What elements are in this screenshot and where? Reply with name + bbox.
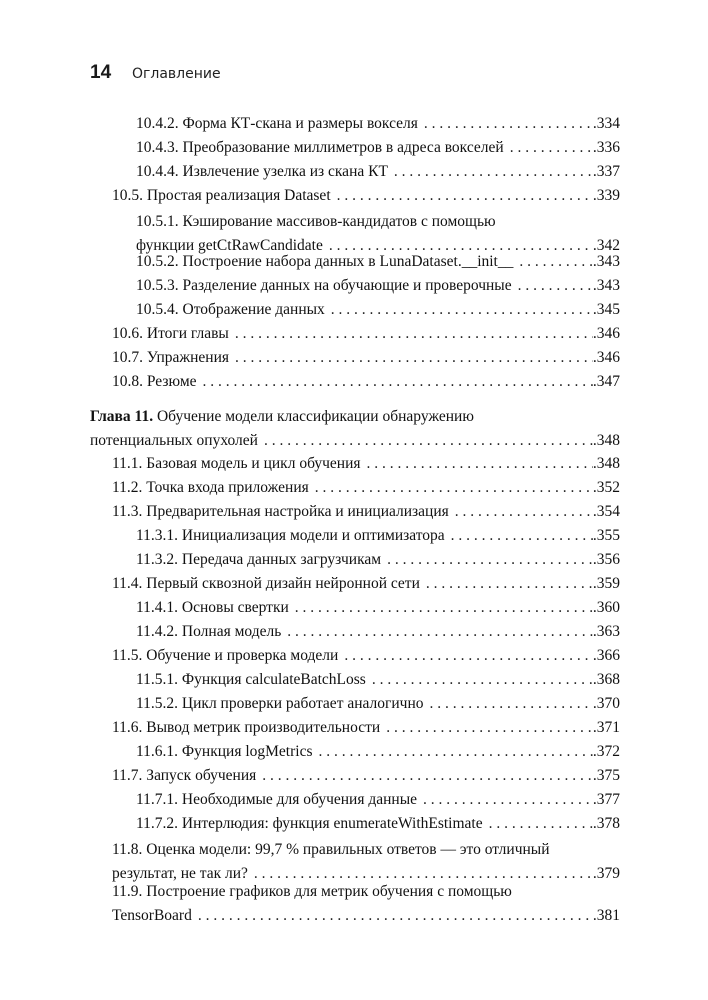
toc-entry-title: 10.8. Резюме: [112, 373, 197, 390]
toc-entry-page: .370: [592, 695, 620, 712]
toc-entry-title: 11.4.2. Полная модель: [136, 623, 282, 640]
dot-leader: [192, 904, 593, 928]
toc-entry[interactable]: [112, 838, 620, 886]
toc-entry-page: .363: [592, 623, 620, 640]
dot-leader: [361, 452, 593, 476]
toc-entry[interactable]: [112, 716, 620, 740]
toc-entry[interactable]: [136, 298, 620, 322]
toc-entry-page: .347: [592, 373, 620, 390]
dot-leader: [366, 668, 593, 692]
toc-entry[interactable]: [136, 160, 620, 184]
toc-entry-title: результат, не так ли?: [112, 865, 248, 882]
toc-entry-title-line1: 11.8. Оценка модели: 99,7 % правильных ответов — это отличный: [112, 841, 550, 858]
toc-entry-page: .355: [592, 527, 620, 544]
toc-entry-title: 11.7.1. Необходимые для обучения данные: [136, 791, 418, 808]
toc-entry-page: .359: [592, 575, 620, 592]
toc-entry[interactable]: [112, 644, 620, 668]
toc-entry-title: 11.2. Точка входа приложения: [112, 479, 309, 496]
dot-leader: [512, 274, 593, 298]
toc-entry-page: .346: [592, 349, 620, 366]
dot-leader: [388, 160, 593, 184]
toc-entry[interactable]: [136, 524, 620, 548]
toc-entry-title: 10.4.2. Форма КТ-скана и размеры вокселя: [136, 115, 418, 132]
toc-entry-title: 11.3.2. Передача данных загрузчикам: [136, 551, 382, 568]
toc-entry-title-line1: 11.9. Построение графиков для метрик обучения с помощью: [112, 883, 512, 900]
dot-leader: [424, 692, 593, 716]
toc-entry-page: .352: [592, 479, 620, 496]
dot-leader: [281, 620, 593, 644]
toc-entry-title: 10.4.4. Извлечение узелка из скана КТ: [136, 163, 388, 180]
dot-leader: [229, 346, 593, 370]
toc-entry-title: 11.4.1. Основы свертки: [136, 599, 289, 616]
toc-entry[interactable]: [136, 274, 620, 298]
toc-entry[interactable]: [136, 812, 620, 836]
toc-entry-title: 10.5. Простая реализация Dataset: [112, 187, 331, 204]
toc-entry-page: .337: [592, 163, 620, 180]
toc-entry[interactable]: [112, 370, 620, 394]
toc-entry-page: .354: [592, 503, 620, 520]
dot-leader: [289, 596, 593, 620]
toc-entry[interactable]: [112, 764, 620, 788]
toc-entry-page: .343: [592, 277, 620, 294]
toc-entry-page: .346: [592, 325, 620, 342]
toc-entry-page: .345: [592, 301, 620, 318]
toc-entry-page: .342: [592, 237, 620, 254]
dot-leader: [381, 548, 593, 572]
toc-entry-page: .339: [592, 187, 620, 204]
toc-entry-title-line1: 10.5.1. Кэширование массивов-кандидатов с помощью: [136, 213, 496, 230]
dot-leader: [420, 572, 593, 596]
toc-entry-title: функции getCtRawCandidate: [136, 237, 323, 254]
running-header: [90, 62, 221, 88]
toc-entry-title: 11.5.2. Цикл проверки работает аналогично: [136, 695, 424, 712]
dot-leader: [449, 500, 593, 524]
toc-entry[interactable]: [136, 548, 620, 572]
toc-entry-page: .375: [592, 767, 620, 784]
dot-leader: [229, 322, 593, 346]
toc-entry-page: .336: [592, 139, 620, 156]
toc-entry[interactable]: [112, 346, 620, 370]
toc-entry-page: .356: [592, 551, 620, 568]
dot-leader: [483, 812, 593, 836]
toc-entry-title: 10.4.3. Преобразование миллиметров в адреса вокселей: [136, 139, 504, 156]
dot-leader: [331, 184, 593, 208]
toc-entry-title: TensorBoard: [112, 907, 192, 924]
toc-entry-title: 11.1. Базовая модель и цикл обучения: [112, 455, 361, 472]
toc-entry-page: .360: [592, 599, 620, 616]
dot-leader: [309, 476, 593, 500]
dot-leader: [338, 644, 593, 668]
dot-leader: [313, 740, 593, 764]
toc-entry-page: .366: [592, 647, 620, 664]
toc-entry[interactable]: [112, 184, 620, 208]
dot-leader: [256, 764, 593, 788]
toc-entry-title: 11.7.2. Интерлюдия: функция enumerateWithEstimate: [136, 815, 483, 832]
dot-leader: [504, 136, 593, 160]
toc-entry-page: .343: [592, 253, 620, 270]
toc-entry[interactable]: [136, 112, 620, 136]
toc-entry[interactable]: [136, 136, 620, 160]
toc-entry-title: 11.3.1. Инициализация модели и оптимизатора: [136, 527, 445, 544]
toc-entry-page: .368: [592, 671, 620, 688]
toc-entry-title: 10.6. Итоги главы: [112, 325, 229, 342]
toc-entry-title: 11.4. Первый сквозной дизайн нейронной сети: [112, 575, 420, 592]
dot-leader: [417, 788, 593, 812]
toc-entry-title: потенциальных опухолей: [90, 432, 258, 449]
toc-entry[interactable]: [136, 668, 620, 692]
dot-leader: [197, 370, 593, 394]
toc-entry-page: .378: [592, 815, 620, 832]
toc-entry-title: 11.5.1. Функция calculateBatchLoss: [136, 671, 366, 688]
toc-entry[interactable]: [136, 692, 620, 716]
dot-leader: [380, 716, 593, 740]
toc-entry-title: 11.7. Запуск обучения: [112, 767, 257, 784]
toc-entry-title: 10.5.3. Разделение данных на обучающие и проверочные: [136, 277, 512, 294]
toc-entry[interactable]: [136, 740, 620, 764]
dot-leader: [258, 429, 593, 453]
toc-entry-title-line1: Обучение модели классификации обнаружению: [153, 408, 474, 425]
toc-entry-page: .381: [592, 907, 620, 924]
dot-leader: [418, 112, 593, 136]
toc-entry-title: 11.5. Обучение и проверка модели: [112, 647, 339, 664]
toc-entry-page: .372: [592, 743, 620, 760]
toc-entry-title: 10.5.4. Отображение данных: [136, 301, 325, 318]
toc-entry[interactable]: [112, 572, 620, 596]
dot-leader: [445, 524, 593, 548]
dot-leader: [513, 250, 593, 274]
toc-entry[interactable]: [136, 788, 620, 812]
toc-entry-title: 10.7. Упражнения: [112, 349, 230, 366]
toc-entry-page: .379: [592, 865, 620, 882]
toc-entry-title: 11.3. Предварительная настройка и инициализация: [112, 503, 449, 520]
toc-entry[interactable]: [112, 452, 620, 476]
toc-entry[interactable]: [112, 500, 620, 524]
toc-chapter-entry[interactable]: [90, 405, 620, 453]
toc-entry-page: .348: [592, 432, 620, 449]
toc-entry[interactable]: [136, 620, 620, 644]
dot-leader: [325, 298, 593, 322]
toc-entry[interactable]: [136, 596, 620, 620]
toc-entry-title: 11.6. Вывод метрик производительности: [112, 719, 381, 736]
toc-entry-page: .334: [592, 115, 620, 132]
toc-entry[interactable]: [112, 880, 620, 928]
page-title: Оглавление: [132, 66, 221, 82]
toc-entry-page: .371: [592, 719, 620, 736]
toc-entry-title: 10.5.2. Построение набора данных в LunaDataset.__init__: [136, 253, 514, 270]
toc-entry[interactable]: [112, 322, 620, 346]
toc-entry-page: .348: [592, 455, 620, 472]
toc-entry-page: .377: [592, 791, 620, 808]
chapter-label: Глава 11.: [90, 408, 154, 425]
toc-entry-title: 11.6.1. Функция logMetrics: [136, 743, 313, 760]
toc-entry[interactable]: [136, 250, 620, 274]
page-number: 14: [90, 62, 112, 83]
toc-entry[interactable]: [112, 476, 620, 500]
